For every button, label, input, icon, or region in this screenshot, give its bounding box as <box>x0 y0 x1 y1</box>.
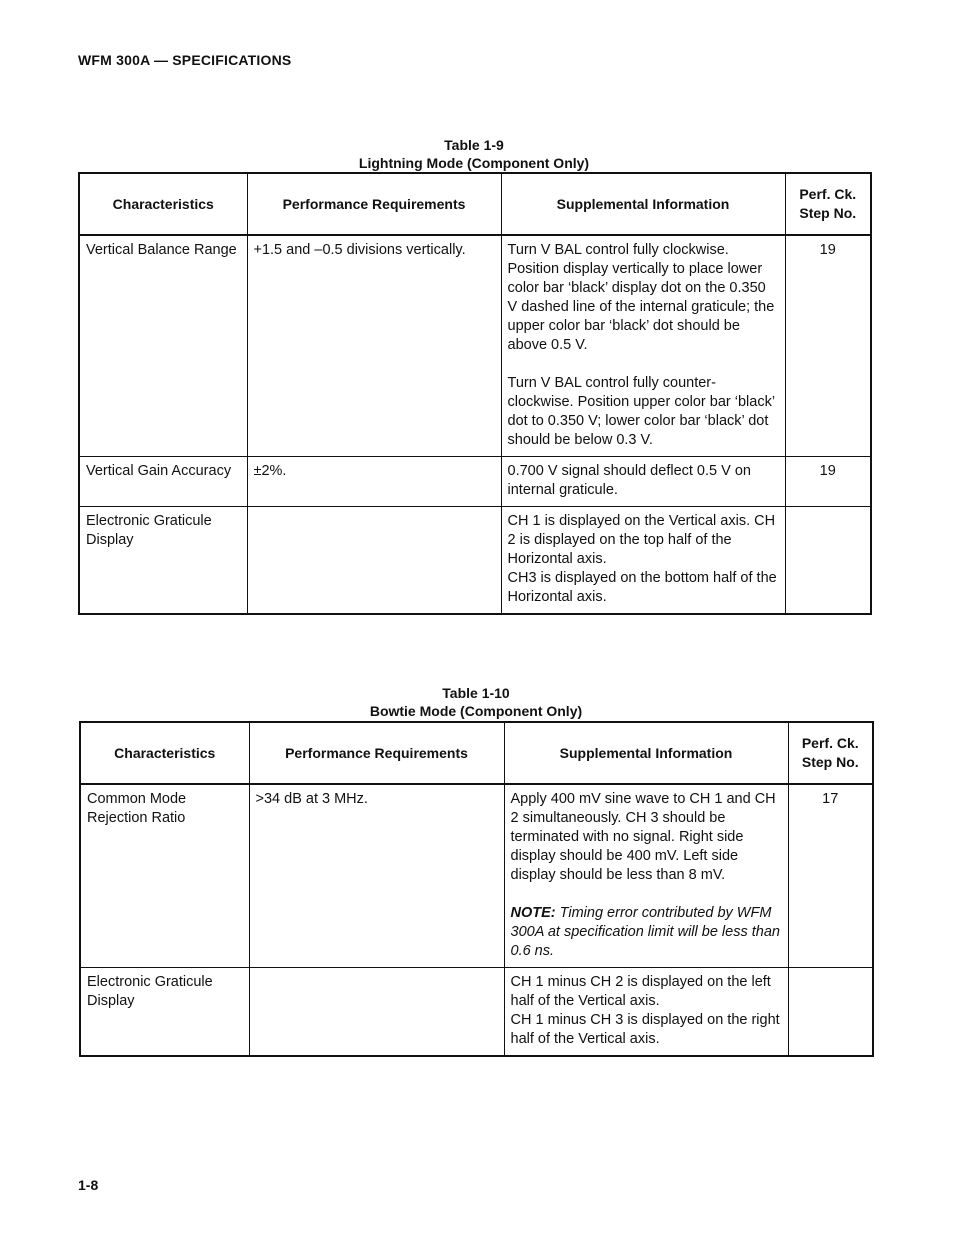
table-number: Table 1-10 <box>442 685 510 701</box>
requirement-cell <box>247 507 501 615</box>
step-number-cell: 19 <box>785 457 871 507</box>
page-number: 1-8 <box>78 1177 99 1193</box>
table-row <box>80 968 873 1057</box>
header-perf-ck: Perf. Ck. <box>799 186 857 202</box>
table-1-10-caption <box>80 684 872 720</box>
characteristic-cell: Vertical Gain Accuracy <box>79 457 247 507</box>
supplemental-text: Apply 400 mV sine wave to CH 1 and CH 2 simultaneously. CH 3 should be terminated with no signal. Right side display should be 400 mV. Left side display should be less than 8 mV. <box>510 791 776 883</box>
header-supplemental-information: Supplemental Information <box>501 173 785 235</box>
supplemental-cell <box>504 968 788 1057</box>
supplemental-cell <box>501 507 785 615</box>
table-title: Bowtie Mode (Component Only) <box>369 703 583 719</box>
lightning-mode-table <box>78 172 872 615</box>
characteristic-cell: Electronic Graticule Display <box>80 968 249 1057</box>
requirement-cell <box>249 968 504 1057</box>
table-row <box>79 457 871 507</box>
header-performance-requirements: Performance Requirements <box>249 722 504 784</box>
supplemental-cell <box>501 457 785 507</box>
supplemental-text: CH3 is displayed on the bottom half of the Horizontal axis. <box>507 570 777 605</box>
requirement-cell: ±2%. <box>247 457 501 507</box>
header-perf-ck-step-no <box>788 722 873 784</box>
step-number-cell: 19 <box>785 235 871 457</box>
supplemental-cell <box>501 235 785 457</box>
table-row <box>80 784 873 968</box>
table-title: Lightning Mode (Component Only) <box>358 155 590 171</box>
step-number-cell <box>788 968 873 1057</box>
table-number: Table 1-9 <box>444 137 504 153</box>
characteristic-cell: Electronic Graticule Display <box>79 507 247 615</box>
running-head: WFM 300A — SPECIFICATIONS <box>78 52 292 68</box>
supplemental-text: 0.700 V signal should deflect 0.5 V on internal graticule. <box>507 463 751 498</box>
supplemental-text: Turn V BAL control fully clockwise. Position display vertically to place lower color bar ‘black’ display dot on the 0.350 V dashed line of the internal graticule; the upper color bar ‘black’ dot should be above 0.5 V. <box>507 242 775 353</box>
header-perf-ck: Perf. Ck. <box>801 735 859 751</box>
header-step-no: Step No. <box>801 754 859 770</box>
header-characteristics: Characteristics <box>79 173 247 235</box>
characteristic-cell: Vertical Balance Range <box>79 235 247 457</box>
note <box>511 904 782 961</box>
step-number-cell <box>785 507 871 615</box>
header-characteristics: Characteristics <box>80 722 249 784</box>
note-label: NOTE: <box>510 905 556 921</box>
requirement-cell: +1.5 and –0.5 divisions vertically. <box>247 235 501 457</box>
step-number-cell: 17 <box>788 784 873 968</box>
supplemental-text: Turn V BAL control fully counter-clockwise. Position upper color bar ‘black’ dot to 0.350 V; lower color bar ‘black’ dot should be below 0.3 V. <box>507 375 775 448</box>
requirement-cell: >34 dB at 3 MHz. <box>249 784 504 968</box>
supplemental-cell <box>504 784 788 968</box>
table-row <box>79 507 871 615</box>
header-step-no: Step No. <box>799 205 857 221</box>
header-performance-requirements: Performance Requirements <box>247 173 501 235</box>
header-perf-ck-step-no <box>785 173 871 235</box>
header-supplemental-information: Supplemental Information <box>504 722 788 784</box>
bowtie-mode-table <box>79 721 874 1057</box>
table-row <box>79 235 871 457</box>
characteristic-cell: Common Mode Rejection Ratio <box>80 784 249 968</box>
supplemental-text: CH 1 is displayed on the Vertical axis. CH 2 is displayed on the top half of the Horizontal axis. <box>507 513 776 567</box>
supplemental-text: CH 1 minus CH 3 is displayed on the right half of the Vertical axis. <box>510 1012 780 1047</box>
supplemental-text: CH 1 minus CH 2 is displayed on the left half of the Vertical axis. <box>510 974 771 1009</box>
table-1-9-caption <box>78 136 870 172</box>
note-text: Timing error contributed by WFM 300A at specification limit will be less than 0.6 ns. <box>510 905 780 959</box>
